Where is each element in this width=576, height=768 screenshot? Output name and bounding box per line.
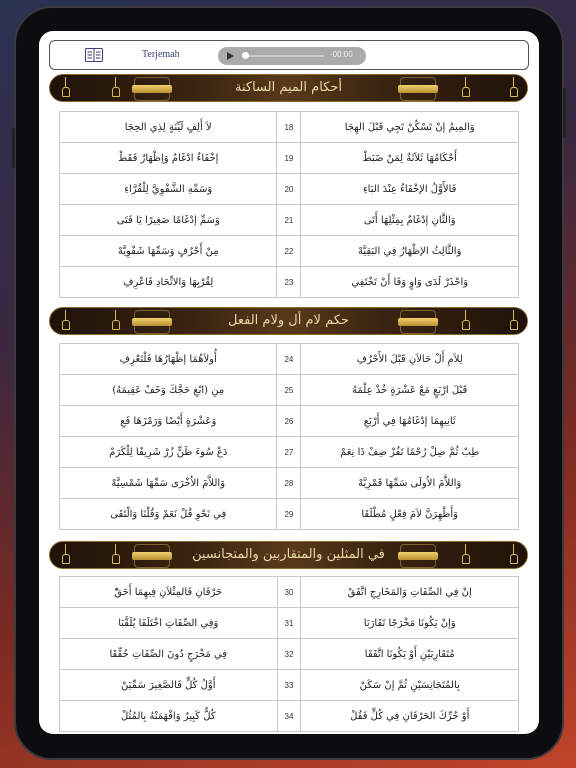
verse-second-half: وَاللاَّمَ الاُخْرَى سَمِّهَا شَمْسِيَّهْ [60, 468, 277, 499]
verse-number: 26 [277, 406, 301, 437]
verse-number: 31 [277, 608, 301, 639]
section-banner [49, 307, 528, 335]
play-icon[interactable] [227, 52, 234, 60]
verse-second-half: لِقُرْبِهَا وَالاتِّحَادِ فَاعْرِفِ [60, 267, 277, 298]
verse-row [60, 639, 519, 670]
verse-row [60, 236, 519, 267]
verse-first-half: مُتَقَارِبَيْنِ أَوْ يَكُونَا اتَّفَقَا [301, 639, 519, 670]
verse-row [60, 205, 519, 236]
verse-row [60, 143, 519, 174]
verse-first-half: فَالأَوَّلُ الإخْفَاءُ عِنْدَ البَاءِ [301, 174, 519, 205]
verse-number: 27 [277, 437, 301, 468]
section-title: في المثلين والمتقاربين والمتجانسين [192, 547, 385, 562]
verse-second-half: فِي نَحْوِ قُلْ نَعَمْ وَقُلْنَا وَالْتَقَى [60, 499, 277, 530]
verse-number: 30 [277, 577, 301, 608]
verse-row [60, 577, 519, 608]
side-button [563, 88, 566, 138]
verse-number: 25 [277, 375, 301, 406]
toolbar [49, 40, 529, 70]
app-screen [39, 31, 539, 734]
verse-second-half: وَسَمِّهِ الشَّفْوِيَّ لِلْقُرَّاءِ [60, 174, 277, 205]
verse-table [59, 343, 519, 530]
verse-number: 32 [277, 639, 301, 670]
verse-number: 34 [277, 701, 301, 732]
verse-second-half: مِنْ أَحْرُفٍ وَسَمِّهَا شَفْوِيَّهْ [60, 236, 277, 267]
book-icon[interactable] [85, 48, 103, 62]
section-title: أحكام الميم الساكنة [235, 80, 342, 95]
verse-first-half: وَالثَّانِ إدْغَامٌ بِمِثْلِهَا أَتَى [301, 205, 519, 236]
verse-first-half: وَاحْذَرْ لَدَى وَاوٍ وَفَا أَنْ تَخْتَفِي [301, 267, 519, 298]
verse-row [60, 344, 519, 375]
verse-first-half: طِبْ ثُمَّ صِلْ رُحْمًا تَفُزْ ضِفْ ذَا نِعَمْ [301, 437, 519, 468]
verse-second-half: وَعَشْرَةٍ أَيْضًا وَرَمْزَهَا فَعِ [60, 406, 277, 437]
verse-second-half: حَرْفَانِ فَالمِثْلاَنِ فِيهِمَا أَحَقّْ [60, 577, 278, 608]
section-title: حكم لام أل ولام الفعل [228, 313, 349, 328]
section-banner [49, 74, 528, 102]
verse-second-half: دَعْ سُوءَ ظَنٍّ زُرْ شَرِيفًا لِلْكَرَمْ [60, 437, 277, 468]
verse-number: 29 [277, 499, 301, 530]
verse-row [60, 406, 519, 437]
audio-player [218, 47, 366, 65]
verse-first-half: وَأَظْهِرَنَّ لاَمَ فِعْلٍ مُطْلَقَا [301, 499, 519, 530]
verse-row [60, 437, 519, 468]
verse-number: 20 [277, 174, 301, 205]
verse-number: 21 [277, 205, 301, 236]
verse-table [59, 576, 519, 732]
verse-row [60, 112, 519, 143]
verse-second-half: وَسَمِّ إدْغَامًا صَغِيرًا يَا فَتَى [60, 205, 277, 236]
time-remaining: -00:00 [330, 50, 353, 59]
verse-second-half: أُولاَهُمَا إظْهَارُهَا فَلْتَعْرِفِ [60, 344, 277, 375]
verse-first-half: إنْ فِي الصِّفَاتِ وَالمَخَارِجِ اتَّفَقْ [301, 577, 519, 608]
verse-first-half: بِالمُتَجَانِسَيْنِ ثُمَّ إنْ سَكَنْ [301, 670, 519, 701]
verse-first-half: وَالثَّالِثُ الإظْهَارُ فِي البَقِيَّهْ [301, 236, 519, 267]
section-banner [49, 541, 528, 569]
verse-first-half: أَوْ حُرِّكَ الحَرْفَانِ فِي كُلٍّ فَقُلْ [301, 701, 519, 732]
tab-terjemah[interactable]: Terjemah [142, 49, 180, 60]
verse-second-half: مِنِ (ابْغِ حَجَّكَ وَخَفْ عَقِيمَهُ) [60, 375, 277, 406]
verse-second-half: فِي مَخْرَجٍ دُونَ الصِّفَاتِ حُقِّقَا [60, 639, 278, 670]
verse-row [60, 468, 519, 499]
verse-row [60, 701, 519, 732]
verse-number: 23 [277, 267, 301, 298]
verse-first-half: أَحْكَامُهَا ثَلاَثَةٌ لِمَنْ ضَبَطْ [301, 143, 519, 174]
progress-track[interactable] [244, 55, 324, 57]
verse-first-half: وَاللاَّمَ الاُولَى سَمِّهَا قَمْرِيَّهْ [301, 468, 519, 499]
verse-second-half: وَفِي الصِّفَاتِ اخْتَلَفَا يُلَقَّبَا [60, 608, 278, 639]
verse-number: 24 [277, 344, 301, 375]
verse-first-half: قَبْلَ ارْبَعٍ مَعْ عَشْرَةٍ خُذْ عِلْمَهُ [301, 375, 519, 406]
verse-row [60, 499, 519, 530]
verse-row [60, 670, 519, 701]
verse-first-half: وَالمِيمُ إنْ تَسْكُنْ تَجِي قَبْلَ الهِجَا [301, 112, 519, 143]
verse-second-half: كُلٌّ كَبِيرٌ وَافْهَمَنْهُ بِالمُثُلْ [60, 701, 278, 732]
verse-row [60, 375, 519, 406]
verse-number: 22 [277, 236, 301, 267]
verse-number: 19 [277, 143, 301, 174]
verse-second-half: أَوَّلُ كُلٍّ فَالصَّغِيرَ سَمِّيَنْ [60, 670, 278, 701]
verse-first-half: لِلاَمِ أَلْ حَالاَنِ قَبْلَ الأَحْرُفِ [301, 344, 519, 375]
verse-row [60, 608, 519, 639]
verse-number: 33 [277, 670, 301, 701]
verse-number: 18 [277, 112, 301, 143]
verse-table [59, 111, 519, 298]
verse-number: 28 [277, 468, 301, 499]
verse-first-half: ثَانِيهِمَا إدْغَامُهَا فِي أَرْبَعِ [301, 406, 519, 437]
verse-first-half: وَإنْ يَكُونَا مَخْرَجًا تَقَارَبَا [301, 608, 519, 639]
progress-knob[interactable] [242, 52, 249, 59]
verse-row [60, 267, 519, 298]
verse-row [60, 174, 519, 205]
verse-second-half: إخْفَاءٌ ادْغَامٌ وَإظْهَارٌ فَقَطْ [60, 143, 277, 174]
verse-second-half: لاَ أَلِفٍ لَيِّنَةٍ لِذِي الحِجَا [60, 112, 277, 143]
volume-button [12, 128, 15, 168]
